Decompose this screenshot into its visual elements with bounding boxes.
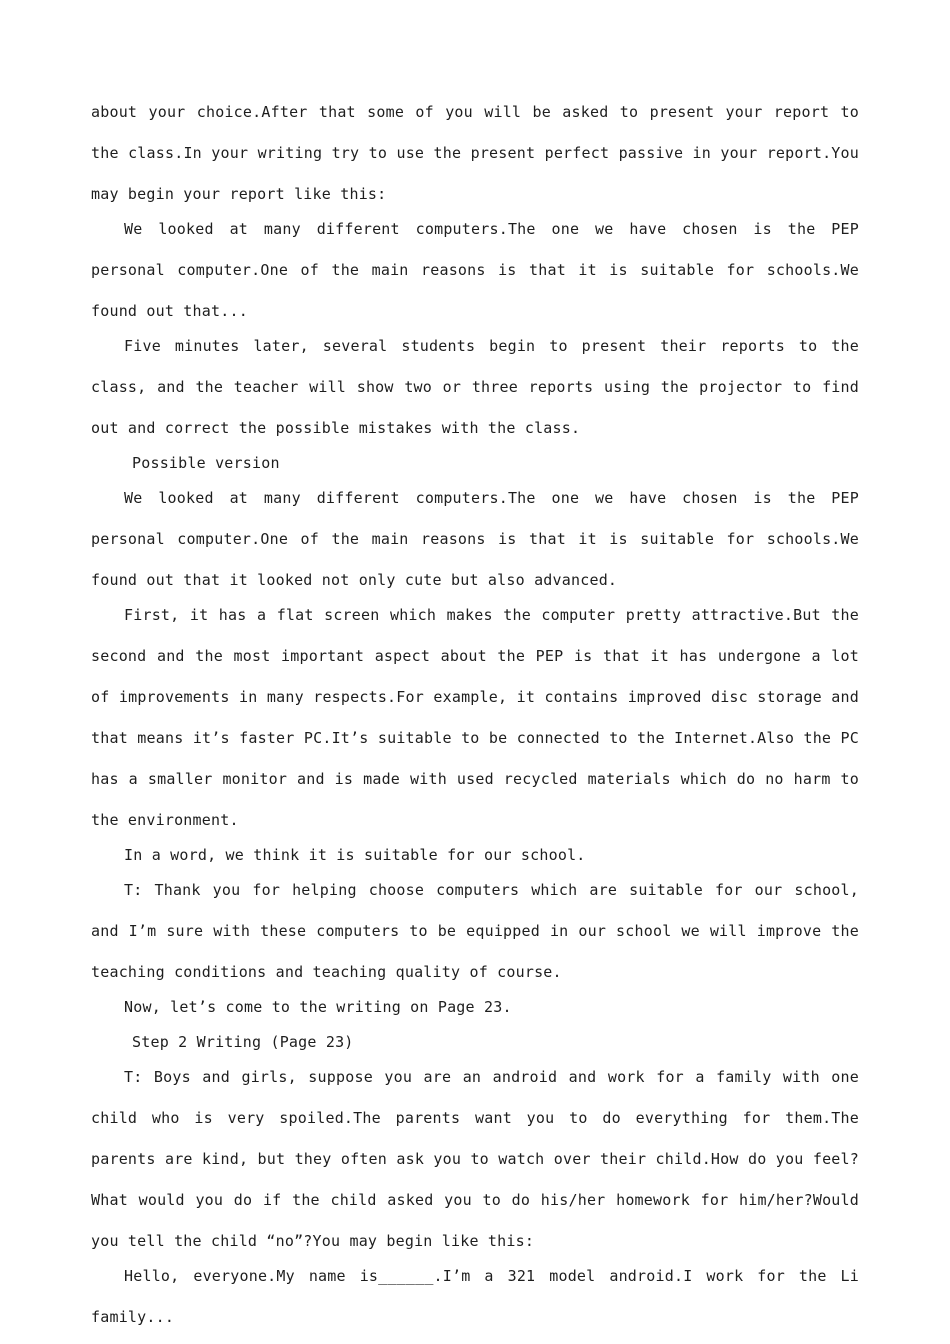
paragraph-presentation: Five minutes later, several students begin to present their reports to the class, and the teacher will show two or three reports using the projector to find out and correct the possible mistakes with the class. [91, 337, 859, 437]
paragraph-version-conclusion: In a word, we think it is suitable for our school. [124, 846, 586, 864]
document-page [91, 92, 859, 1338]
paragraph-version-intro: We looked at many different computers.The one we have chosen is the PEP personal computer.One of the main reasons is that it is suitable for schools.We found out that it looked not only cute but also advanced. [91, 489, 859, 589]
paragraph-writing-task: T: Boys and girls, suppose you are an android and work for a family with one child who is very spoiled.The parents want you to do everything for them.The parents are kind, but they often ask you to watch over their child.How do you feel?What would you do if the child asked you to do his/her homework for him/her?Would you tell the child “no”?You may begin like this: [91, 1068, 859, 1250]
heading-step-2: Step 2 Writing (Page 23) [132, 1033, 354, 1051]
heading-possible-version: Possible version [132, 454, 280, 472]
paragraph-report-example: We looked at many different computers.The one we have chosen is the PEP personal computer.One of the main reasons is that it is suitable for schools.We found out that... [91, 220, 859, 320]
paragraph-version-body: First, it has a flat screen which makes the computer pretty attractive.But the second and the most important aspect about the PEP is that it has undergone a lot of improvements in many respects.For example, it contains improved disc storage and that means it’s faster PC.It’s suitable to be connected to the Internet.Also the PC has a smaller monitor and is made with used recycled materials which do no harm to the environment. [91, 606, 859, 829]
paragraph-writing-opening: Hello, everyone.My name is______.I’m a 321 model android.I work for the Li family... [91, 1267, 859, 1326]
paragraph-teacher-thanks: T: Thank you for helping choose computers which are suitable for our school, and I’m sure with these computers to be equipped in our school we will improve the teaching conditions and teaching quality of course. [91, 881, 859, 981]
paragraph-transition: Now, let’s come to the writing on Page 23. [124, 998, 512, 1016]
paragraph-instructions: about your choice.After that some of you will be asked to present your report to the class.In your writing try to use the present perfect passive in your report.You may begin your report like this: [91, 103, 859, 203]
